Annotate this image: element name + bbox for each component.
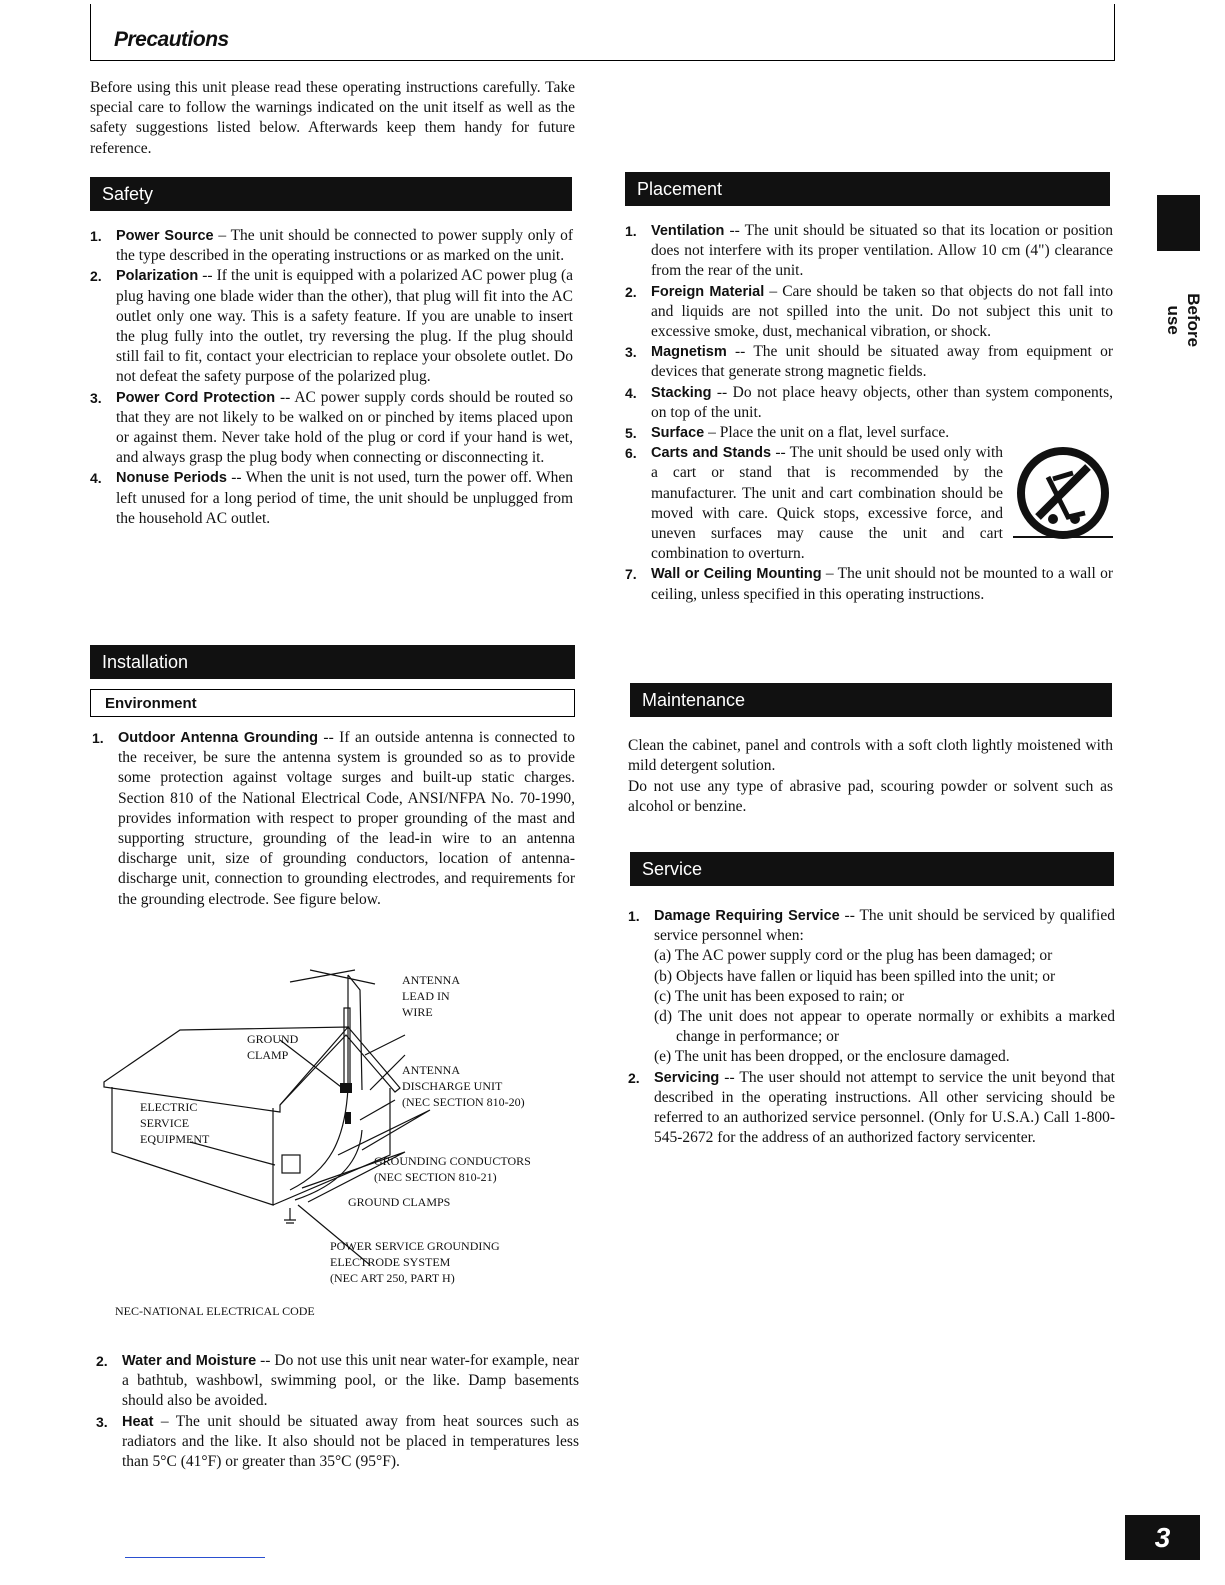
item-number: 3. (96, 1413, 108, 1430)
item-text: -- The user should not attempt to service the unit beyond that described in the operating instructions. All other servicing should be referred to an authorized service personnel. (Only for U.S.A.) Call 1-800-545-2672 for the address of an authorized factory servicenter. (654, 1068, 1115, 1147)
item-text: -- Do not use this unit near water-for example, near a bathtub, washbowl, swimming pool, or the like. Damp basements should also be avoided. (122, 1352, 579, 1410)
section-tab-label: Before use (1164, 293, 1204, 348)
item-term: Servicing (654, 1069, 720, 1086)
item-text: – The unit should be situated away from heat sources such as radiators and the like. It also should not be placed in temperatures less than 5°C (41°F) or greater than 35°C (95°F). (122, 1412, 579, 1471)
sub-item: (b) Objects have fallen or liquid has been spilled into the unit; or (654, 967, 1056, 985)
item-number: 2. (625, 283, 637, 300)
list-item (625, 423, 1113, 443)
item-text: -- AC power supply cords should be routed so that they are not likely to be walked on or pinched by items placed upon or against them. Never take hold of the plug or cord if your hand is wet, and always grasp the plug body when connecting or disconnecting it. (116, 388, 573, 467)
item-text: -- Do not place heavy objects, other than system components, on top of the unit. (651, 383, 1113, 421)
sub-list (654, 946, 1115, 1067)
list-item (92, 728, 575, 910)
list-item (625, 342, 1113, 382)
label-discharge-2: DISCHARGE UNIT (402, 1079, 503, 1093)
item-number: 1. (90, 228, 102, 244)
item-term: Foreign Material (651, 283, 765, 300)
item-text: -- If an outside antenna is connected to the receiver, be sure the antenna system is grounded so as to provide some protection against voltage surges and built-up static charges. Section 810 of the National Electrical Code, ANSI/NFPA No. 70-1990, provides information with respect to proper grounding of the mast and supporting structure, grounding of the lead-in wire to an antenna discharge unit, size of grounding conductors, location of antenna-discharge unit, connection to grounding electrodes, and requirements for the grounding electrode. See figure below. (118, 729, 576, 908)
item-text: -- The unit should be situated so that its location or position does not interfere with its proper ventilation. Allow 10 cm (4") clearance from the rear of the unit. (651, 222, 1113, 280)
item-text: – The unit should not be mounted to a wall or ceiling, unless specified in this operating instructions. (651, 565, 1113, 603)
item-number: 3. (90, 389, 102, 406)
list-item (96, 1351, 579, 1412)
safety-list (90, 226, 573, 529)
item-number: 5. (625, 425, 637, 442)
item-text: – Place the unit on a flat, level surface. (704, 424, 950, 442)
item-term: Ventilation (651, 223, 725, 239)
antenna-grounding-diagram (90, 940, 570, 1325)
item-term: Surface (651, 425, 705, 442)
item-term: Damage Requiring Service (654, 908, 840, 924)
item-text: -- If the unit is equipped with a polarized AC power plug (a plug having one blade wider than the other), that plug will fit into the AC outlet only one way. This is a safety feature. If you are unable to insert the plug fully into the outlet, try reversing the plug. If the plug should still fail to fit, contact your electrician to replace your obsolete outlet. Do not defeat the safety purpose of the polarized plug. (116, 267, 573, 386)
item-text: – The unit should be connected to power supply only of the type described in the operating instructions or as marked on the unit. (116, 227, 574, 265)
label-ground-clamp-2: CLAMP (247, 1048, 289, 1062)
item-text: – Care should be taken so that objects do not fall into and liquids are not spilled into the unit. Do not subject this unit to excessive smoke, dust, mechanical vibration, or shock. (651, 282, 1114, 341)
list-item (625, 564, 1113, 604)
list-item (625, 282, 1113, 343)
maintenance-heading: Maintenance (630, 683, 1112, 717)
item-term: Stacking (651, 384, 712, 401)
item-term: Water and Moisture (122, 1353, 257, 1369)
item-term: Wall or Ceiling Mounting (651, 566, 822, 583)
list-item (625, 221, 1113, 282)
environment-list-continued (96, 1351, 579, 1472)
item-number: 1. (625, 223, 637, 239)
label-power-1: POWER SERVICE GROUNDING (330, 1239, 500, 1253)
label-electric-3: EQUIPMENT (140, 1132, 210, 1146)
maintenance-text-1: Clean the cabinet, panel and controls with a soft cloth lightly moistened with mild detergent solution. (628, 737, 1113, 775)
item-text: -- The unit should be serviced by qualified service personnel when: (654, 907, 1115, 945)
list-item (628, 1068, 1115, 1149)
environment-subheading: Environment (90, 689, 575, 717)
placement-heading: Placement (625, 172, 1110, 206)
label-antenna-lead-3: WIRE (402, 1005, 433, 1019)
label-antenna-lead-1: ANTENNA (402, 973, 460, 987)
label-conductors-1: GROUNDING CONDUCTORS (374, 1154, 531, 1168)
item-term: Outdoor Antenna Grounding (118, 730, 318, 746)
list-item (90, 266, 573, 387)
item-term: Magnetism (651, 344, 727, 361)
sub-item: (a) The AC power supply cord or the plug has been damaged; or (654, 947, 1053, 965)
item-number: 6. (625, 445, 637, 462)
maintenance-text-2: Do not use any type of abrasive pad, scouring powder or solvent such as alcohol or benzine. (628, 778, 1113, 816)
sub-item: (c) The unit has been exposed to rain; or (654, 987, 905, 1005)
intro-text: Before using this unit please read these operating instructions carefully. Take special care to follow the warnings indicated on the unit itself as well as the safety suggestions listed below. Afterwards keep them handy for future reference. (90, 79, 575, 157)
page-number: 3 (1125, 1515, 1200, 1560)
safety-heading: Safety (90, 177, 572, 211)
placement-list (625, 221, 1113, 605)
sub-item: (d) The unit does not appear to operate normally or exhibits a marked change in performance; or (654, 1008, 1115, 1046)
page-title: Precautions (114, 28, 229, 51)
label-ground-clamps: GROUND CLAMPS (348, 1195, 451, 1209)
service-list (628, 906, 1115, 1148)
item-text: -- The unit should be used only with a cart or stand that is recommended by the manufacturer. The unit and cart combination should be moved with care. Quick stops, excessive force, and uneven surfaces may cause the unit and cart combination to overturn. (651, 444, 1004, 563)
item-term: Power Cord Protection (116, 389, 276, 406)
list-item (625, 443, 1113, 564)
item-number: 1. (92, 730, 104, 746)
environment-list (92, 728, 575, 910)
label-ground-clamp-1: GROUND (247, 1032, 299, 1046)
item-term: Nonuse Periods (116, 470, 227, 487)
list-item (90, 388, 573, 469)
installation-heading: Installation (90, 645, 575, 679)
item-term: Power Source (116, 228, 214, 244)
section-tab-marker (1157, 195, 1200, 251)
item-number: 1. (628, 908, 640, 924)
item-number: 4. (625, 384, 637, 401)
item-text: -- The unit should be situated away from equipment or devices that generate strong magnetic fields. (651, 343, 1113, 381)
label-antenna-lead-2: LEAD IN (402, 989, 450, 1003)
list-item (628, 906, 1115, 1068)
item-number: 3. (625, 344, 637, 361)
item-number: 2. (90, 268, 102, 285)
label-electric-1: ELECTRIC (140, 1100, 198, 1114)
label-discharge-3: (NEC SECTION 810-20) (402, 1095, 525, 1109)
cart-warning-icon (1013, 447, 1113, 539)
label-discharge-1: ANTENNA (402, 1063, 460, 1077)
item-number: 2. (628, 1069, 640, 1086)
item-number: 7. (625, 566, 637, 583)
item-text: -- When the unit is not used, turn the power off. When left unused for a long period of time, the unit should be unplugged from the household AC outlet. (116, 469, 573, 527)
service-heading: Service (630, 852, 1114, 886)
label-conductors-2: (NEC SECTION 810-21) (374, 1170, 497, 1184)
item-term: Heat (122, 1413, 154, 1430)
list-item (90, 226, 573, 266)
label-power-2: ELECTRODE SYSTEM (330, 1255, 451, 1269)
label-electric-2: SERVICE (140, 1116, 190, 1130)
list-item (625, 383, 1113, 423)
item-term: Carts and Stands (651, 445, 772, 462)
label-nec-note: NEC-NATIONAL ELECTRICAL CODE (115, 1304, 315, 1318)
label-power-3: (NEC ART 250, PART H) (330, 1271, 455, 1285)
item-number: 2. (96, 1353, 108, 1369)
list-item (96, 1412, 579, 1473)
title-frame (90, 4, 1115, 61)
item-term: Polarization (116, 268, 199, 285)
sub-item: (e) The unit has been dropped, or the enclosure damaged. (654, 1048, 1010, 1066)
list-item (90, 468, 573, 529)
footer-rule (125, 1557, 265, 1558)
item-number: 4. (90, 470, 102, 487)
